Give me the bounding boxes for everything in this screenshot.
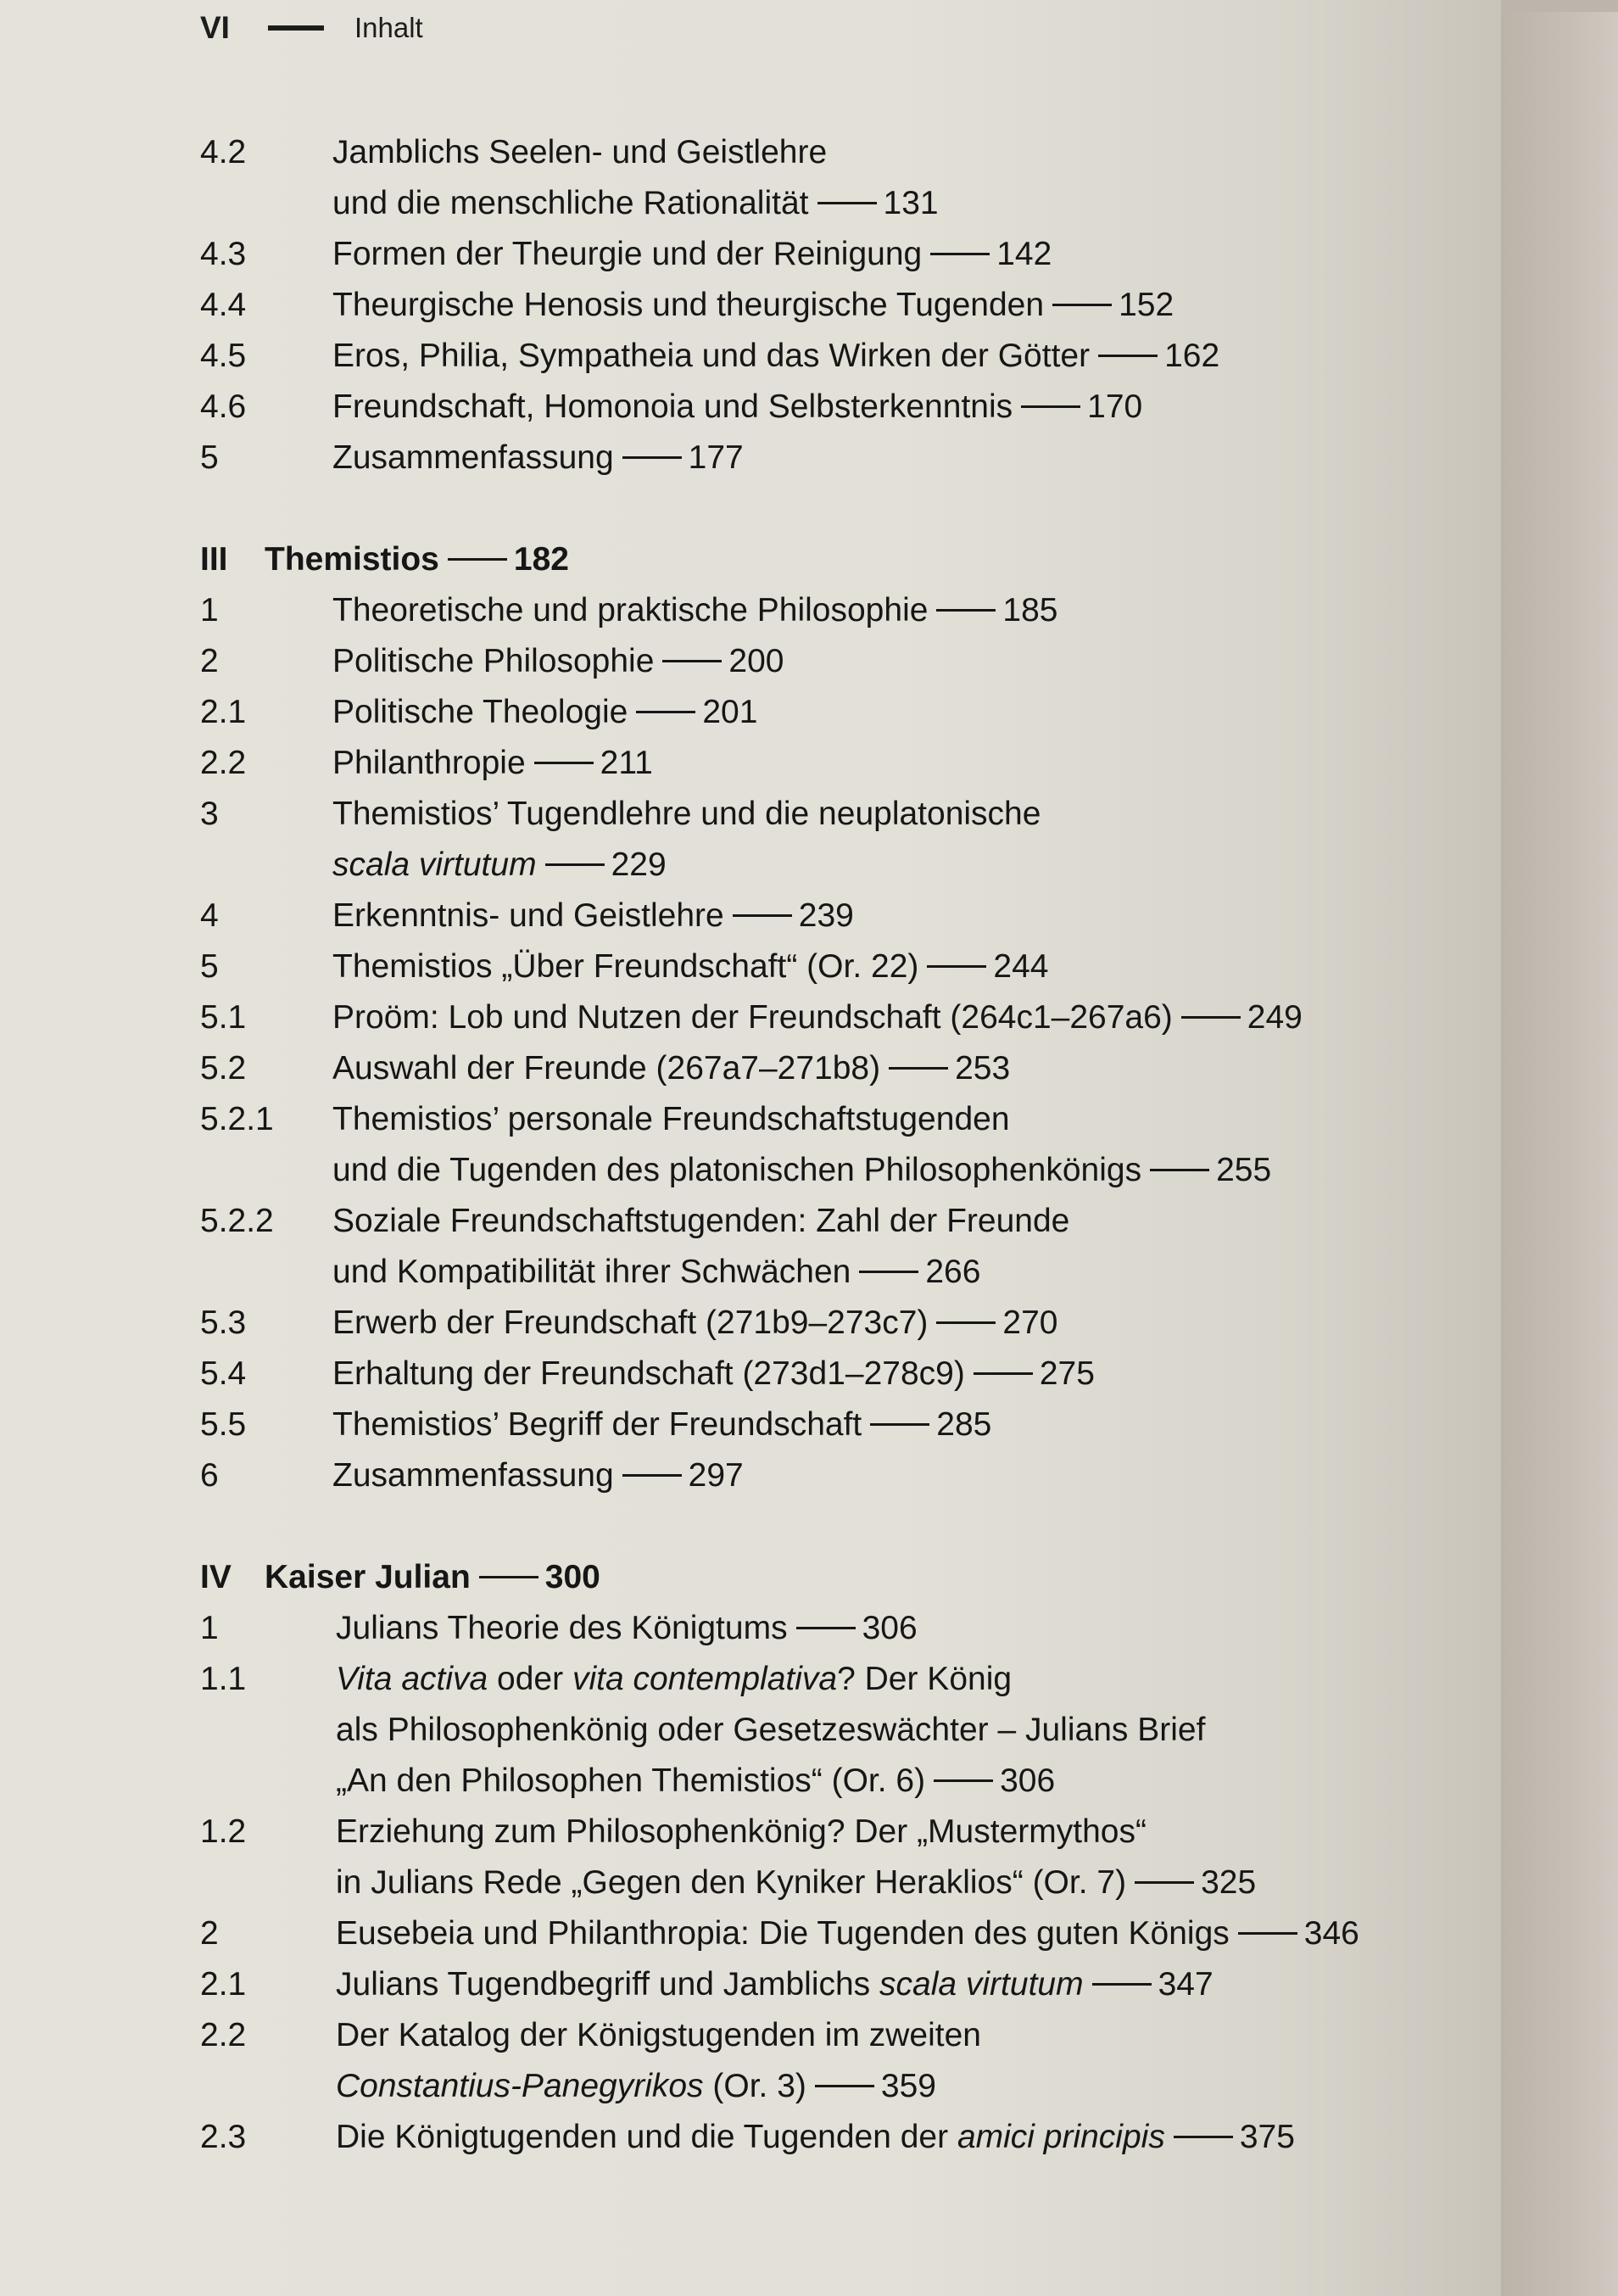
section-title: Zusammenfassung	[332, 439, 614, 476]
section-number: 4	[200, 897, 219, 934]
toc-entry[interactable]	[200, 992, 1438, 1043]
toc-entry-4-2[interactable]	[200, 127, 1438, 229]
toc-entry-4-6[interactable]	[200, 382, 1438, 433]
section-title-part: ? Der König	[837, 1661, 1013, 1697]
italic-term: vita contemplativa	[572, 1661, 838, 1697]
page-ref: 200	[728, 643, 784, 679]
section-number: 5	[200, 439, 219, 476]
section-title: Eros, Philia, Sympatheia und das Wirken der Götter	[332, 338, 1091, 374]
section-title-cont: in Julians Rede „Gegen den Kyniker Heraklios“ (Or. 7)	[336, 1864, 1127, 1901]
adjacent-page-edge	[1501, 12, 1618, 2296]
page-ref: 359	[880, 2068, 936, 2104]
section-title: Erziehung zum Philosophenkönig? Der „Mustermythos“	[336, 1813, 1147, 1850]
section-title-cont: als Philosophenkönig oder Gesetzeswächter – Julians Brief	[336, 1712, 1206, 1748]
section-number: 2.3	[200, 2119, 247, 2155]
section-title: Soziale Freundschaftstugenden: Zahl der Freunde	[332, 1203, 1070, 1239]
leader-dash	[796, 1627, 856, 1629]
chapter-title: Kaiser Julian	[265, 1559, 471, 1595]
leader-dash	[817, 202, 877, 204]
toc-entry[interactable]	[200, 1349, 1438, 1399]
leader-dash	[936, 609, 996, 612]
toc-entry[interactable]	[200, 789, 1438, 891]
toc-entry-iv-1-2[interactable]	[200, 1807, 1438, 1908]
section-title: Julians Tugendbegriff und Jamblichs	[336, 1966, 880, 2003]
section-number: 1.2	[200, 1813, 247, 1850]
leader-dash	[936, 1321, 996, 1324]
section-number: 1	[200, 592, 219, 628]
toc-entry-iv-2-3[interactable]	[200, 2112, 1438, 2163]
chapter-heading-iv[interactable]	[200, 1552, 1438, 1603]
leader-dash	[930, 253, 990, 255]
toc-entry[interactable]	[200, 1450, 1438, 1501]
section-title: Formen der Theurgie und der Reinigung	[332, 236, 923, 272]
section-number: 4.2	[200, 134, 247, 170]
section-title-cont: „An den Philosophen Themistios“ (Or. 6)	[336, 1763, 926, 1799]
section-title: Auswahl der Freunde (267a7–271b8)	[332, 1050, 881, 1087]
section-title: Theoretische und praktische Philosophie	[332, 592, 929, 628]
section-number: 1	[200, 1610, 219, 1646]
section-title-part: oder	[488, 1661, 572, 1697]
toc-entry-5[interactable]	[200, 433, 1438, 483]
toc-entry-iv-2-1[interactable]	[200, 1959, 1438, 2010]
page-ref: 162	[1164, 338, 1220, 374]
page-ref: 131	[883, 185, 939, 221]
toc-entry-4-5[interactable]	[200, 331, 1438, 382]
page-ref: 229	[611, 846, 667, 883]
page-ref: 182	[513, 541, 569, 578]
section-number: 6	[200, 1457, 219, 1494]
section-title: Erkenntnis- und Geistlehre	[332, 897, 724, 934]
leader-dash	[889, 1067, 948, 1070]
section-number: 5	[200, 948, 219, 985]
page-ref: 142	[996, 236, 1052, 272]
toc-entry[interactable]	[200, 1043, 1438, 1094]
italic-term: scala virtutum	[879, 1966, 1084, 2003]
section-number: 2.1	[200, 1966, 247, 2003]
chapter-number: III	[200, 541, 228, 578]
leader-dash	[1181, 1016, 1241, 1019]
section-number: 4.6	[200, 388, 247, 425]
leader-dash	[1150, 1169, 1209, 1171]
page-ref: 253	[955, 1050, 1011, 1087]
toc-entry[interactable]	[200, 738, 1438, 789]
section-title: Themistios’ personale Freundschaftstugenden	[332, 1101, 1010, 1137]
toc-entry-iv-1[interactable]	[200, 1603, 1438, 1654]
page-ref: 249	[1247, 999, 1303, 1036]
toc-entry[interactable]	[200, 1298, 1438, 1349]
page-ref: 285	[936, 1406, 992, 1443]
italic-term: Constantius-Panegyrikos	[336, 2068, 704, 2104]
toc-entry-4-4[interactable]	[200, 280, 1438, 331]
leader-dash	[448, 558, 507, 561]
leader-dash	[1238, 1932, 1297, 1935]
italic-term: scala virtutum	[332, 846, 537, 883]
page-ref: 325	[1201, 1864, 1257, 1901]
page-ref: 297	[688, 1457, 744, 1494]
section-title: Philanthropie	[332, 745, 526, 781]
page-ref: 211	[600, 745, 653, 781]
page-ref: 255	[1216, 1152, 1272, 1188]
page-ref: 347	[1158, 1966, 1214, 2003]
page-ref: 177	[688, 439, 744, 476]
leader-dash	[1098, 355, 1158, 357]
section-title: Politische Philosophie	[332, 643, 655, 679]
page-ref: 270	[1002, 1304, 1058, 1341]
toc-entry[interactable]	[200, 636, 1438, 687]
section-title: Freundschaft, Homonoia und Selbsterkenntnis	[332, 388, 1013, 425]
running-head-rule	[268, 25, 324, 31]
page-ref: 300	[544, 1559, 600, 1595]
section-number: 5.4	[200, 1355, 247, 1392]
page-ref: 306	[862, 1610, 918, 1646]
page-ref: 275	[1039, 1355, 1095, 1392]
chapter-heading-iii[interactable]	[200, 534, 1438, 585]
leader-dash	[622, 1474, 682, 1477]
section-number: 3	[200, 796, 219, 832]
toc-entry-iv-2[interactable]	[200, 1908, 1438, 1959]
leader-dash	[870, 1423, 929, 1426]
running-head-title: Inhalt	[354, 12, 423, 43]
toc-entry[interactable]	[200, 1399, 1438, 1450]
italic-term: Vita activa	[336, 1661, 488, 1697]
section-number: 2	[200, 643, 219, 679]
section-title: Themistios’ Tugendlehre und die neuplatonische	[332, 796, 1041, 832]
toc-entry[interactable]	[200, 941, 1438, 992]
section-title: Zusammenfassung	[332, 1457, 614, 1494]
page-ref: 266	[925, 1254, 981, 1290]
section-title: Die Königtugenden und die Tugenden der	[336, 2119, 957, 2155]
page-ref: 185	[1002, 592, 1058, 628]
toc-entry-iv-1-1[interactable]	[200, 1654, 1438, 1807]
leader-dash	[1135, 1881, 1194, 1884]
leader-dash	[479, 1576, 538, 1578]
section-title: Eusebeia und Philanthropia: Die Tugenden des guten Königs	[336, 1915, 1230, 1952]
section-number: 1.1	[200, 1661, 247, 1697]
leader-dash	[1092, 1983, 1152, 1986]
section-title: Erwerb der Freundschaft (271b9–273c7)	[332, 1304, 929, 1341]
section-number: 2.2	[200, 745, 247, 781]
section-number: 2.1	[200, 694, 247, 730]
leader-dash	[662, 660, 722, 662]
page-ref: 170	[1087, 388, 1143, 425]
toc-entry-4-3[interactable]	[200, 229, 1438, 280]
section-title: Proöm: Lob und Nutzen der Freundschaft (264c1–267a6)	[332, 999, 1173, 1036]
running-head	[200, 7, 423, 49]
leader-dash	[1021, 405, 1080, 408]
page-ref: 152	[1119, 287, 1174, 323]
section-number: 4.3	[200, 236, 247, 272]
section-number: 5.3	[200, 1304, 247, 1341]
page-number: VI	[200, 10, 230, 45]
section-title: Theurgische Henosis und theurgische Tugenden	[332, 287, 1045, 323]
page-ref: 346	[1303, 1915, 1359, 1952]
section-number: 4.4	[200, 287, 247, 323]
toc-entry[interactable]	[200, 1196, 1438, 1298]
chapter-title: Themistios	[265, 541, 439, 578]
section-title: Erhaltung der Freundschaft (273d1–278c9)	[332, 1355, 965, 1392]
leader-dash	[934, 1779, 993, 1782]
page-ref: 244	[993, 948, 1049, 985]
toc-entry[interactable]	[200, 891, 1438, 941]
section-title: Politische Theologie	[332, 694, 628, 730]
toc-entry-iv-2-2[interactable]	[200, 2010, 1438, 2112]
chapter-number: IV	[200, 1559, 232, 1595]
leader-dash	[859, 1271, 918, 1273]
section-title-cont: und die Tugenden des platonischen Philosophenkönigs	[332, 1152, 1142, 1188]
leader-dash	[974, 1372, 1033, 1375]
section-number: 5.2	[200, 1050, 247, 1087]
table-of-contents	[200, 127, 1438, 2163]
toc-entry[interactable]	[200, 585, 1438, 636]
page-ref: 201	[702, 694, 758, 730]
section-title-cont: und die menschliche Rationalität	[332, 185, 809, 221]
section-title: Themistios „Über Freundschaft“ (Or. 22)	[332, 948, 919, 985]
leader-dash	[622, 456, 682, 459]
leader-dash	[534, 762, 594, 764]
section-title-part: (Or. 3)	[703, 2068, 806, 2104]
toc-entry[interactable]	[200, 687, 1438, 738]
leader-dash	[927, 965, 986, 968]
section-number: 2.2	[200, 2017, 247, 2053]
section-title: Jamblichs Seelen- und Geistlehre	[332, 134, 828, 170]
page-ref: 239	[798, 897, 854, 934]
leader-dash	[815, 2085, 874, 2087]
leader-dash	[1052, 304, 1112, 306]
section-title-cont: und Kompatibilität ihrer Schwächen	[332, 1254, 851, 1290]
section-number: 5.1	[200, 999, 247, 1036]
toc-entry[interactable]	[200, 1094, 1438, 1196]
section-number: 5.5	[200, 1406, 247, 1443]
section-title: Der Katalog der Königstugenden im zweiten	[336, 2017, 981, 2053]
section-title: Julians Theorie des Königtums	[336, 1610, 788, 1646]
section-number: 4.5	[200, 338, 247, 374]
page-ref: 375	[1239, 2119, 1295, 2155]
leader-dash	[733, 914, 792, 917]
leader-dash	[545, 863, 605, 866]
italic-term: amici principis	[957, 2119, 1165, 2155]
leader-dash	[636, 711, 695, 713]
section-number: 5.2.1	[200, 1101, 274, 1137]
section-number: 5.2.2	[200, 1203, 274, 1239]
leader-dash	[1174, 2136, 1233, 2138]
page-ref: 306	[1000, 1763, 1056, 1799]
section-title: Themistios’ Begriff der Freundschaft	[332, 1406, 862, 1443]
section-number: 2	[200, 1915, 219, 1952]
